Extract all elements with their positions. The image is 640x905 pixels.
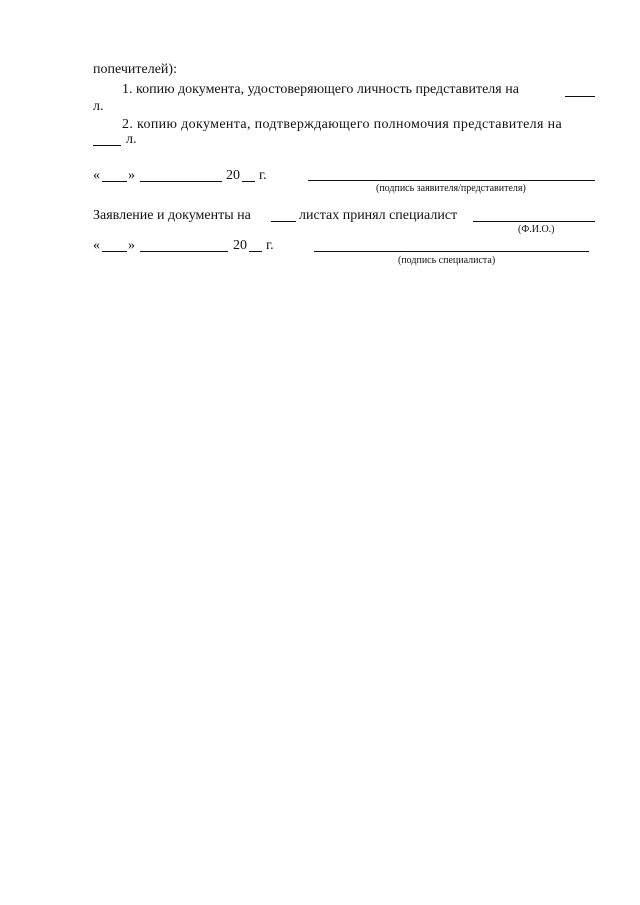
applicant-date-close-quote: » <box>128 168 135 183</box>
fio-caption: (Ф.И.О.) <box>518 224 555 235</box>
applicant-signature-line <box>308 180 595 181</box>
accept-text-part1: Заявление и документы на <box>93 208 251 223</box>
applicant-date-open-quote: « <box>93 168 100 183</box>
applicant-year-prefix: 20 <box>226 168 240 183</box>
text-guardians: попечителей): <box>93 62 177 77</box>
specialist-year-blank <box>249 251 262 252</box>
item1-label: 1. копию документа, удостоверяющего личность представителя на <box>122 82 519 97</box>
accept-text-part2: листах принял специалист <box>299 208 458 223</box>
specialist-date-close-quote: » <box>128 238 135 253</box>
item1-unit: л. <box>93 99 104 114</box>
specialist-name-line <box>473 221 595 222</box>
specialist-year-prefix: 20 <box>233 238 247 253</box>
specialist-signature-line <box>314 251 589 252</box>
item1-pages-blank <box>565 96 595 97</box>
specialist-day-blank <box>102 251 127 252</box>
specialist-signature-caption: (подпись специалиста) <box>398 255 496 266</box>
applicant-month-blank <box>140 181 222 182</box>
applicant-year-blank <box>242 181 255 182</box>
specialist-month-blank <box>140 251 228 252</box>
item2-line <box>122 117 595 133</box>
item1-text <box>122 82 519 98</box>
specialist-date-open-quote: « <box>93 238 100 253</box>
item2-unit: л. <box>126 132 137 147</box>
item2-pages-blank <box>93 145 121 146</box>
specialist-year-suffix: г. <box>266 238 274 253</box>
applicant-signature-caption: (подпись заявителя/представителя) <box>376 183 526 194</box>
accept-pages-blank <box>271 221 296 222</box>
applicant-year-suffix: г. <box>259 168 267 183</box>
item2-label: 2. копию документа, подтверждающего полномочия представителя на <box>122 117 563 132</box>
applicant-day-blank <box>102 181 127 182</box>
